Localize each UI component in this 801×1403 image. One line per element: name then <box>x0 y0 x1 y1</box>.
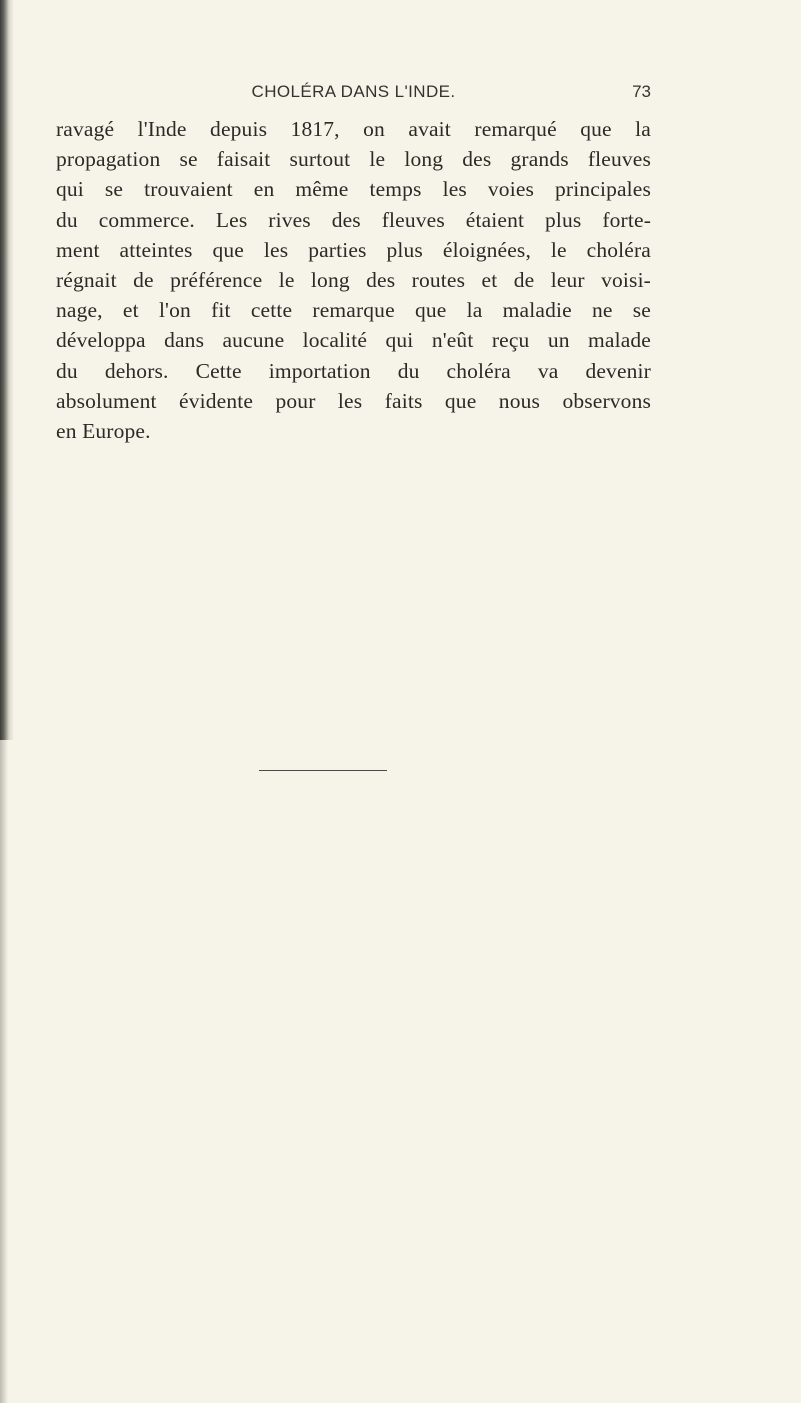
text-line: du dehors. Cette importation du choléra va devenir <box>56 358 651 383</box>
text-line: du commerce. Les rives des fleuves étaient plus forte- <box>56 207 651 232</box>
text-line: régnait de préférence le long des routes et de leur voisi- <box>56 268 651 293</box>
text-line: absolument évidente pour les faits que nous observons <box>56 388 651 413</box>
text-line: propagation se faisait surtout le long des grands fleuves <box>56 147 651 172</box>
text-line: nage, et l'on fit cette remarque que la maladie ne se <box>56 298 651 323</box>
text-line: qui se trouvaient en même temps les voies principales <box>56 177 651 202</box>
book-page <box>56 82 651 446</box>
binding-shadow-lower <box>0 740 8 1403</box>
body-paragraph <box>56 114 651 446</box>
text-line: en Europe. <box>56 419 151 444</box>
binding-shadow <box>0 0 14 740</box>
text-line: ment atteintes que les parties plus éloignées, le choléra <box>56 237 651 262</box>
page-number: 73 <box>632 82 651 101</box>
text-line: développa dans aucune localité qui n'eût reçu un malade <box>56 328 651 353</box>
running-title: CHOLÉRA DANS L'INDE. <box>251 82 456 101</box>
text-line: ravagé l'Inde depuis 1817, on avait remarqué que la <box>56 117 651 141</box>
running-header <box>56 82 651 112</box>
section-divider <box>259 770 387 771</box>
